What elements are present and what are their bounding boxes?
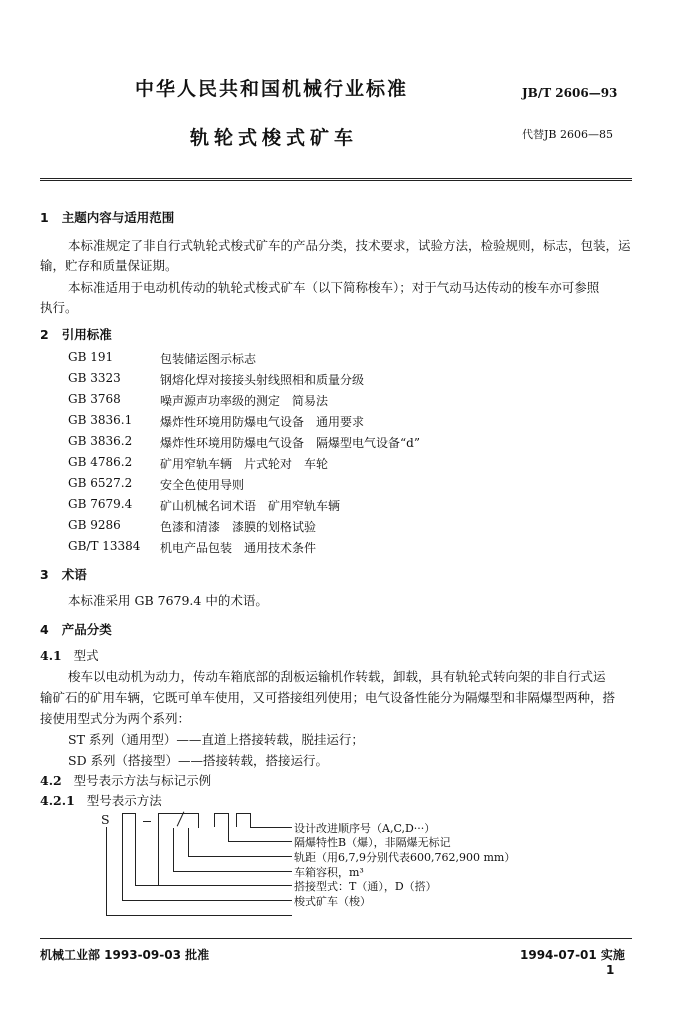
section-number: 1: [40, 210, 49, 225]
section-number: 3: [40, 567, 49, 582]
subsection-title: 型号表示方法: [86, 793, 162, 808]
section-title: 产品分类: [61, 622, 112, 637]
ref-code: GB 3836.2: [68, 434, 133, 448]
leader-line: [250, 813, 251, 827]
header-rule-bottom: [40, 180, 632, 181]
leader-line: [198, 813, 199, 828]
paragraph-line: 输矿石的矿用车辆，它既可单车使用，又可搭接组列使用；电气设备性能分为隔爆型和非隔爆型两种，搭: [40, 690, 616, 705]
ref-code: GB/T 13384: [68, 539, 141, 553]
paragraph-line: 本标准规定了非自行式轨轮式梭式矿车的产品分类，技术要求，试验方法，检验规则，标志，包装，运: [68, 238, 631, 253]
subsection-4-2-heading: [40, 771, 211, 789]
replaces-note: 代替JB 2606—85: [522, 128, 613, 141]
leader-line: [173, 871, 292, 872]
leader-line: [106, 915, 292, 916]
subsection-4-2-1-heading: [40, 791, 162, 809]
paragraph-line: 执行。: [40, 300, 78, 315]
ref-title: 噪声源声功率级的测定 简易法: [160, 394, 329, 408]
leader-line: [188, 828, 189, 856]
paragraph-line: 输，贮存和质量保证期。: [40, 258, 178, 273]
leader-line: [122, 813, 123, 900]
section-title: 术语: [61, 567, 87, 582]
ref-code: GB 3323: [68, 371, 121, 385]
section-1-heading: [40, 208, 174, 226]
ref-title: 包装储运图示标志: [160, 352, 257, 366]
standard-category-title: 中华人民共和国机械行业标准: [135, 78, 409, 100]
paragraph-line: 本标准采用 GB 7679.4 中的术语。: [68, 593, 268, 608]
model-prefix: S: [101, 812, 110, 827]
ref-title: 矿用窄轨车辆 片式轮对 车轮: [160, 457, 329, 471]
leader-line: [214, 813, 215, 827]
subsection-title: 型号表示方法与标记示例: [73, 773, 212, 788]
footer-rule: [40, 938, 632, 939]
document-title: 轨轮式梭式矿车: [190, 127, 359, 149]
slot-mark: [122, 813, 136, 814]
leader-line: [173, 828, 174, 871]
leader-line: [250, 827, 292, 828]
paragraph-line: 梭车以电动机为动力，传动车箱底部的刮板运输机作转载，卸载，具有轨轮式转向架的非自行式运: [68, 669, 606, 684]
slot-mark: [236, 813, 250, 814]
leader-line: [135, 885, 292, 886]
ref-code: GB 9286: [68, 518, 121, 532]
section-number: 2: [40, 327, 49, 342]
series-sd-line: SD 系列（搭接型）——搭接转载，搭接运行。: [68, 753, 329, 768]
leader-line: [228, 813, 229, 841]
standard-code: JB/T 2606—93: [522, 86, 618, 100]
ref-title: 色漆和清漆 漆膜的划格试验: [160, 520, 317, 534]
implementation-date: 1994-07-01 实施: [520, 948, 625, 962]
header-rule-top: [40, 178, 632, 179]
slot-mark: [158, 813, 198, 814]
ref-title: 钢熔化焊对接接头射线照相和质量分级: [160, 373, 365, 387]
slot-dash: [143, 821, 151, 822]
diagram-label: 车箱容积，m³: [294, 866, 364, 879]
series-st-line: ST 系列（通用型）——直道上搭接转载，脱挂运行；: [68, 732, 364, 747]
section-number: 4: [40, 622, 49, 637]
leader-line: [158, 813, 159, 885]
ref-title: 安全色使用导则: [160, 478, 245, 492]
ref-code: GB 4786.2: [68, 455, 133, 469]
leader-line: [106, 827, 107, 915]
leader-line: [122, 900, 292, 901]
diagram-label: 梭式矿车（梭）: [294, 895, 371, 908]
leader-line: [135, 813, 136, 885]
ref-title: 爆炸性环境用防爆电气设备 隔爆型电气设备“d”: [160, 436, 420, 450]
approval-date: 机械工业部 1993-09-03 批准: [40, 948, 210, 962]
leader-line: [236, 813, 237, 827]
subsection-number: 4.2: [40, 773, 62, 788]
slot-mark: [214, 813, 228, 814]
ref-title: 矿山机械名词术语 矿用窄轨车辆: [160, 499, 341, 513]
subsection-title: 型式: [73, 648, 99, 663]
diagram-label: 隔爆特性B（爆），非隔爆无标记: [294, 836, 451, 849]
section-title: 引用标准: [61, 327, 112, 342]
section-title: 主题内容与适用范围: [61, 210, 175, 225]
section-3-heading: [40, 565, 87, 583]
ref-code: GB 191: [68, 350, 114, 364]
ref-code: GB 3836.1: [68, 413, 133, 427]
page-number: 1: [606, 963, 615, 977]
subsection-number: 4.1: [40, 648, 62, 663]
ref-title: 爆炸性环境用防爆电气设备 通用要求: [160, 415, 365, 429]
diagram-label: 设计改进顺序号（A,C,D···）: [294, 822, 436, 835]
ref-code: GB 7679.4: [68, 497, 133, 511]
diagram-label: 轨距（用6,7,9分别代表600,762,900 mm）: [294, 851, 516, 864]
paragraph-line: 接使用型式分为两个系列：: [40, 711, 191, 726]
ref-title: 机电产品包装 通用技术条件: [160, 541, 317, 555]
section-4-heading: [40, 620, 112, 638]
diagram-label: 搭接型式：T（通），D（搭）: [294, 880, 437, 893]
leader-line: [228, 841, 292, 842]
subsection-4-1-heading: [40, 646, 99, 664]
ref-code: GB 3768: [68, 392, 121, 406]
ref-code: GB 6527.2: [68, 476, 133, 490]
subsection-number: 4.2.1: [40, 793, 75, 808]
section-2-heading: [40, 325, 112, 343]
leader-line: [188, 856, 292, 857]
paragraph-line: 本标准适用于电动机传动的轨轮式梭式矿车（以下简称梭车）；对于气动马达传动的梭车亦可参照: [68, 280, 600, 295]
